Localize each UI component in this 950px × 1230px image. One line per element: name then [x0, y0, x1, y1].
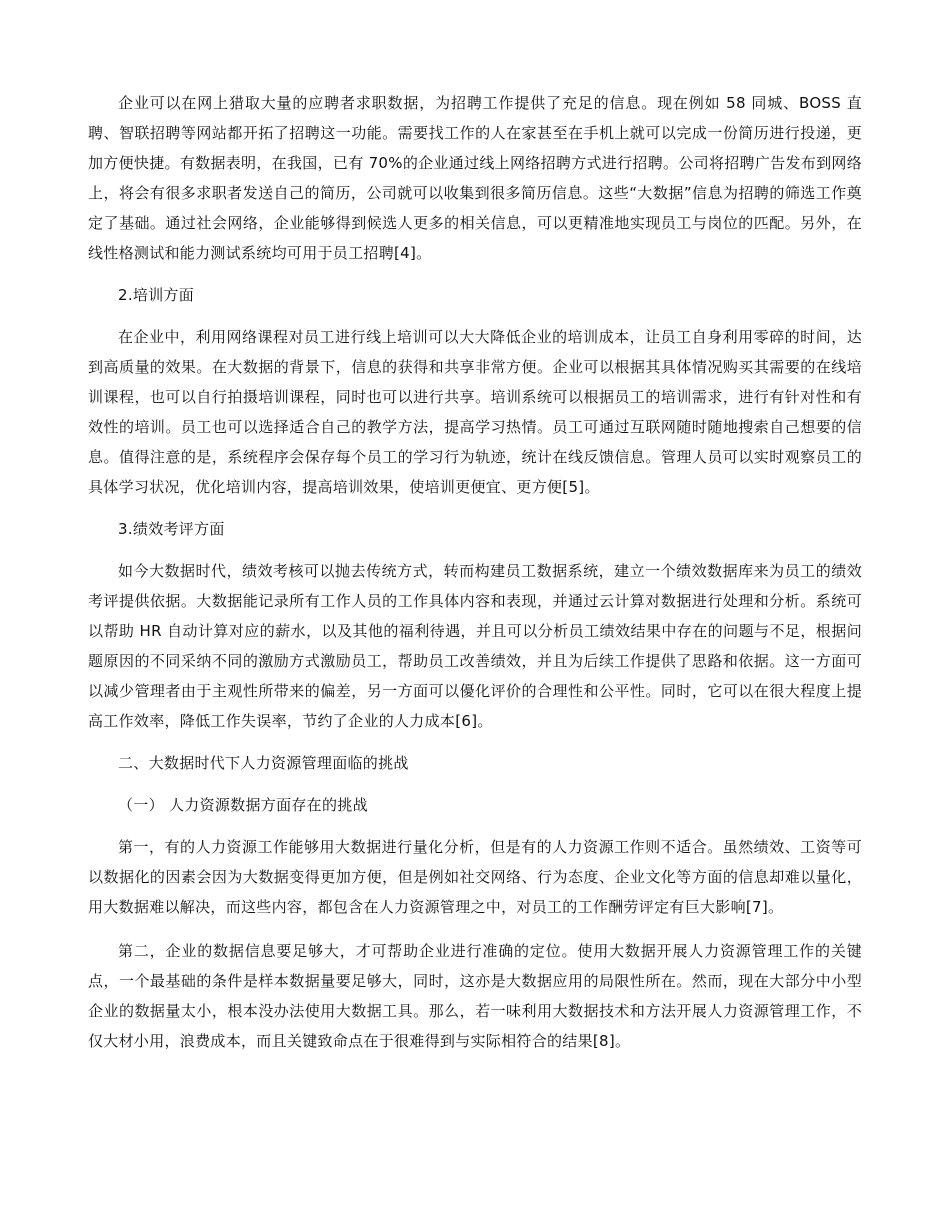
subheading-data-challenges: （一） 人力资源数据方面存在的挑战: [118, 796, 368, 814]
spacer: [88, 310, 862, 322]
spacer: [88, 820, 862, 832]
heading-performance: 3.绩效考评方面: [118, 520, 225, 538]
spacer: [88, 778, 862, 790]
paragraph-challenge-first: 第一，有的人力资源工作能够用大数据进行量化分析，但是有的人力资源工作则不适合。虽然绩效、工资等可以数据化的因素会因为大数据变得更加方便，但是例如社交网络、行为态度、企业文化等方面的信息却难以量化，用大数据难以解决，而这些内容，都包含在人力资源管理之中，对员工的工作酬劳评定有巨大影响[7]。: [88, 838, 862, 916]
paragraph-recruitment-data: 企业可以在网上猎取大量的应聘者求职数据，为招聘工作提供了充足的信息。现在例如 58 同城、BOSS 直聘、智联招聘等网站都开拓了招聘这一功能。需要找工作的人在家甚至在手机上就可以完成一份简历进行投递，更加方便快捷。有数据表明，在我国，已有 70%的企业通过线上网络招聘方式进行招聘。公司将招聘广告发布到网络上，将会有很多求职者发送自己的简历，公司就可以收集到很多简历信息。这些“大数据”信息为招聘的筛选工作奠定了基础。通过社会网络，企业能够得到候选人更多的相关信息，可以更精准地实现员工与岗位的匹配。另外，在线性格测试和能力测试系统均可用于员工招聘[4]。: [88, 94, 862, 262]
spacer: [88, 544, 862, 556]
spacer: [88, 502, 862, 514]
spacer: [88, 736, 862, 748]
paragraph-performance: 如今大数据时代，绩效考核可以抛去传统方式，转而构建员工数据系统，建立一个绩效数据库来为员工的绩效考评提供依据。大数据能记录所有工作人员的工作具体内容和表现，并通过云计算对数据进行处理和分析。系统可以帮助 HR 自动计算对应的薪水，以及其他的福利待遇，并且可以分析员工绩效结果中存在的问题与不足，根据问题原因的不同采纳不同的激励方式激励员工，帮助员工改善绩效，并且为后续工作提供了思路和依据。这一方面可以减少管理者由于主观性所带来的偏差，另一方面可以優化评价的合理性和公平性。同时，它可以在很大程度上提高工作效率，降低工作失误率，节约了企业的人力成本[6]。: [88, 562, 862, 730]
paragraph-challenge-second: 第二，企业的数据信息要足够大，才可帮助企业进行准确的定位。使用大数据开展人力资源管理工作的关键点，一个最基础的条件是样本数据量要足够大，同时，这亦是大数据应用的局限性所在。然而，现在大部分中小型企业的数据量太小，根本没办法使用大数据工具。那么，若一味利用大数据技术和方法开展人力资源管理工作，不仅大材小用，浪费成本，而且关键致命点在于很难得到与实际相符合的结果[8]。: [88, 942, 862, 1050]
heading-training: 2.培训方面: [118, 286, 195, 304]
paragraph-training: 在企业中，利用网络课程对员工进行线上培训可以大大降低企业的培训成本，让员工自身利用零碎的时间，达到高质量的效果。在大数据的背景下，信息的获得和共享非常方便。企业可以根据其具体情况购买其需要的在线培训课程，也可以自行拍摄培训课程，同时也可以进行共享。培训系统可以根据员工的培训需求，进行有针对性和有效性的培训。员工也可以选择适合自己的教学方法，提高学习热情。员工可通过互联网随时随地搜索自己想要的信息。值得注意的是，系统程序会保存每个员工的学习行为轨迹，统计在线反馈信息。管理人员可以实时观察员工的具体学习状况，优化培训内容，提高培训效果，使培训更便宜、更方便[5]。: [88, 328, 862, 496]
heading-challenges: 二、大数据时代下人力资源管理面临的挑战: [118, 754, 409, 772]
spacer: [88, 268, 862, 280]
spacer: [88, 922, 862, 936]
